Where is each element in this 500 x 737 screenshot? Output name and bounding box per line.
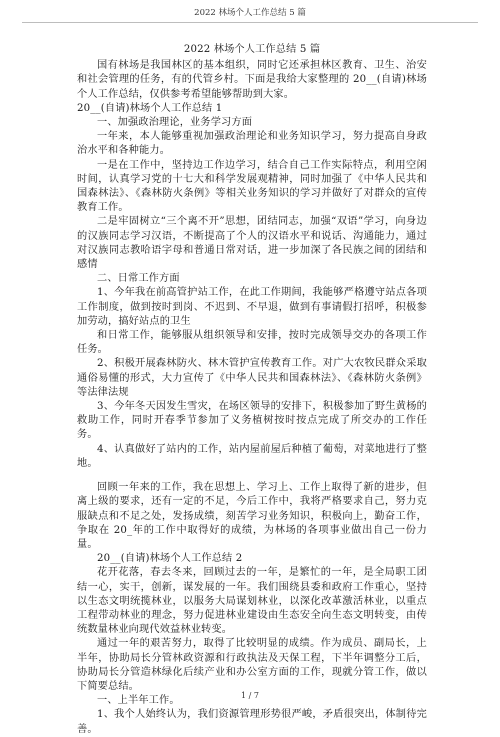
- subheading: 一、上半年工作。: [97, 695, 180, 707]
- paragraph-gap: [77, 471, 427, 481]
- paragraph: 和日常工作，能够服从组织领导和安排，按时完成领导交办的各项工作任务。: [77, 330, 427, 356]
- header-divider: [22, 22, 478, 23]
- subheading: 二、日常工作方面: [97, 273, 180, 285]
- section-title: 20__(自请)林场个人工作总结 1: [77, 102, 223, 114]
- intro-paragraph: 国有林场是我国林区的基本组织，同时它还承担林区教育、卫生、治安和社会管理的任务，有的代管乡村。下面是我给大家整理的 20__(自请)林场个人工作总结，仅供参考希望能够帮助到大家。: [77, 60, 427, 100]
- paragraph: 1、我个人始终认为，我们资源管理形势很严峻，矛盾很突出，体制待完善。: [77, 709, 427, 735]
- paragraph: 二是牢固树立“三个离不开”思想，团结同志，加强“双语”学习，向身边的汉族同志学习汉语，不断提高了个人的汉语水平和说话、沟通能力，通过对汉族同志教哈语字母和普通日常对话，进一步加深了各民族之间的团结和感情: [77, 216, 427, 271]
- paragraph: 回顾一年来的工作，我在思想上、学习上、工作上取得了新的进步，但离上级的要求，还有一定的不足，今后工作中，我将严格要求自己，努力克服缺点和不足之处，发扬成绩，刻苦学习业务知识，积极向上，勤奋工作，争取在 20_年的工作中取得好的成绩，为林场的各项事业做出自己一份力量。: [77, 482, 427, 550]
- header-title: 2022 林场个人工作总结 5 篇: [194, 8, 306, 18]
- page-number: 1 / 7: [241, 691, 259, 700]
- paragraph: 2、积极开展森林防火、林木管护宣传教育工作。对广大农牧民群众采取通俗易懂的形式，大力宣传了《中华人民共和国森林法》、《森林防火条例》等法律法规: [77, 358, 427, 398]
- document-title: 2022 林场个人工作总结 5 篇: [183, 44, 321, 55]
- subheading: 一、加强政治理论，业务学习方面: [97, 117, 253, 129]
- paragraph: 一年来，本人能够重视加强政治理论和业务知识学习，努力提高自身政治水平和各种能力。: [77, 131, 427, 157]
- paragraph: 通过一年的艰苦努力，取得了比较明显的成绩。作为成员、副局长，上半年，协助局长分管林政资源和行政执法及天保工程，下半年调整分工后，协助局长分管造林绿化后续产业和办公室方面的工作，现就分管工作，做以下简要总结。: [77, 638, 427, 692]
- paragraph: 4、认真做好了站内的工作，站内屋前屋后种植了葡萄，对菜地进行了整地。: [77, 443, 427, 469]
- paragraph: 花开花落，春去冬来，回顾过去的一年，是繁忙的一年，是全局职工团结一心，实干，创新，谋发展的一年。我们围绕县委和政府工作重心，坚持以生态文明统揽林业，以服务大局谋划林业，以深化改革激活林业，以重点工程带动林业的理念，努力促进林业建设由生态安全向生态文明转变，由传统数量林业向现代效益林业转变。: [77, 567, 427, 636]
- paragraph: 一是在工作中，坚持边工作边学习，结合自己工作实际特点，利用空闲时间，认真学习党的十七大和科学发展观精神，同时加强了《中华人民共和国森林法》、《森林防火条例》等相关业务知识的学习并做好了对群众的宣传教育工作。: [77, 159, 427, 214]
- paragraph: 1、今年我在前高管护站工作，在此工作期间，我能够严格遵守站点各项工作制度，做到按时到岗、不迟到、不早退，做到有事请假打招呼，积极参加劳动，搞好站点的卫生: [77, 287, 427, 327]
- paragraph: 3、今年冬天因发生雪灾，在场区领导的安排下，积极参加了野生黄杨的救助工作，同时开春季节参加了义务植树按时按点完成了所交办的工作任务。: [77, 401, 427, 441]
- document-body: [77, 43, 427, 737]
- section-title: 20__(自请)林场个人工作总结 2: [97, 553, 243, 565]
